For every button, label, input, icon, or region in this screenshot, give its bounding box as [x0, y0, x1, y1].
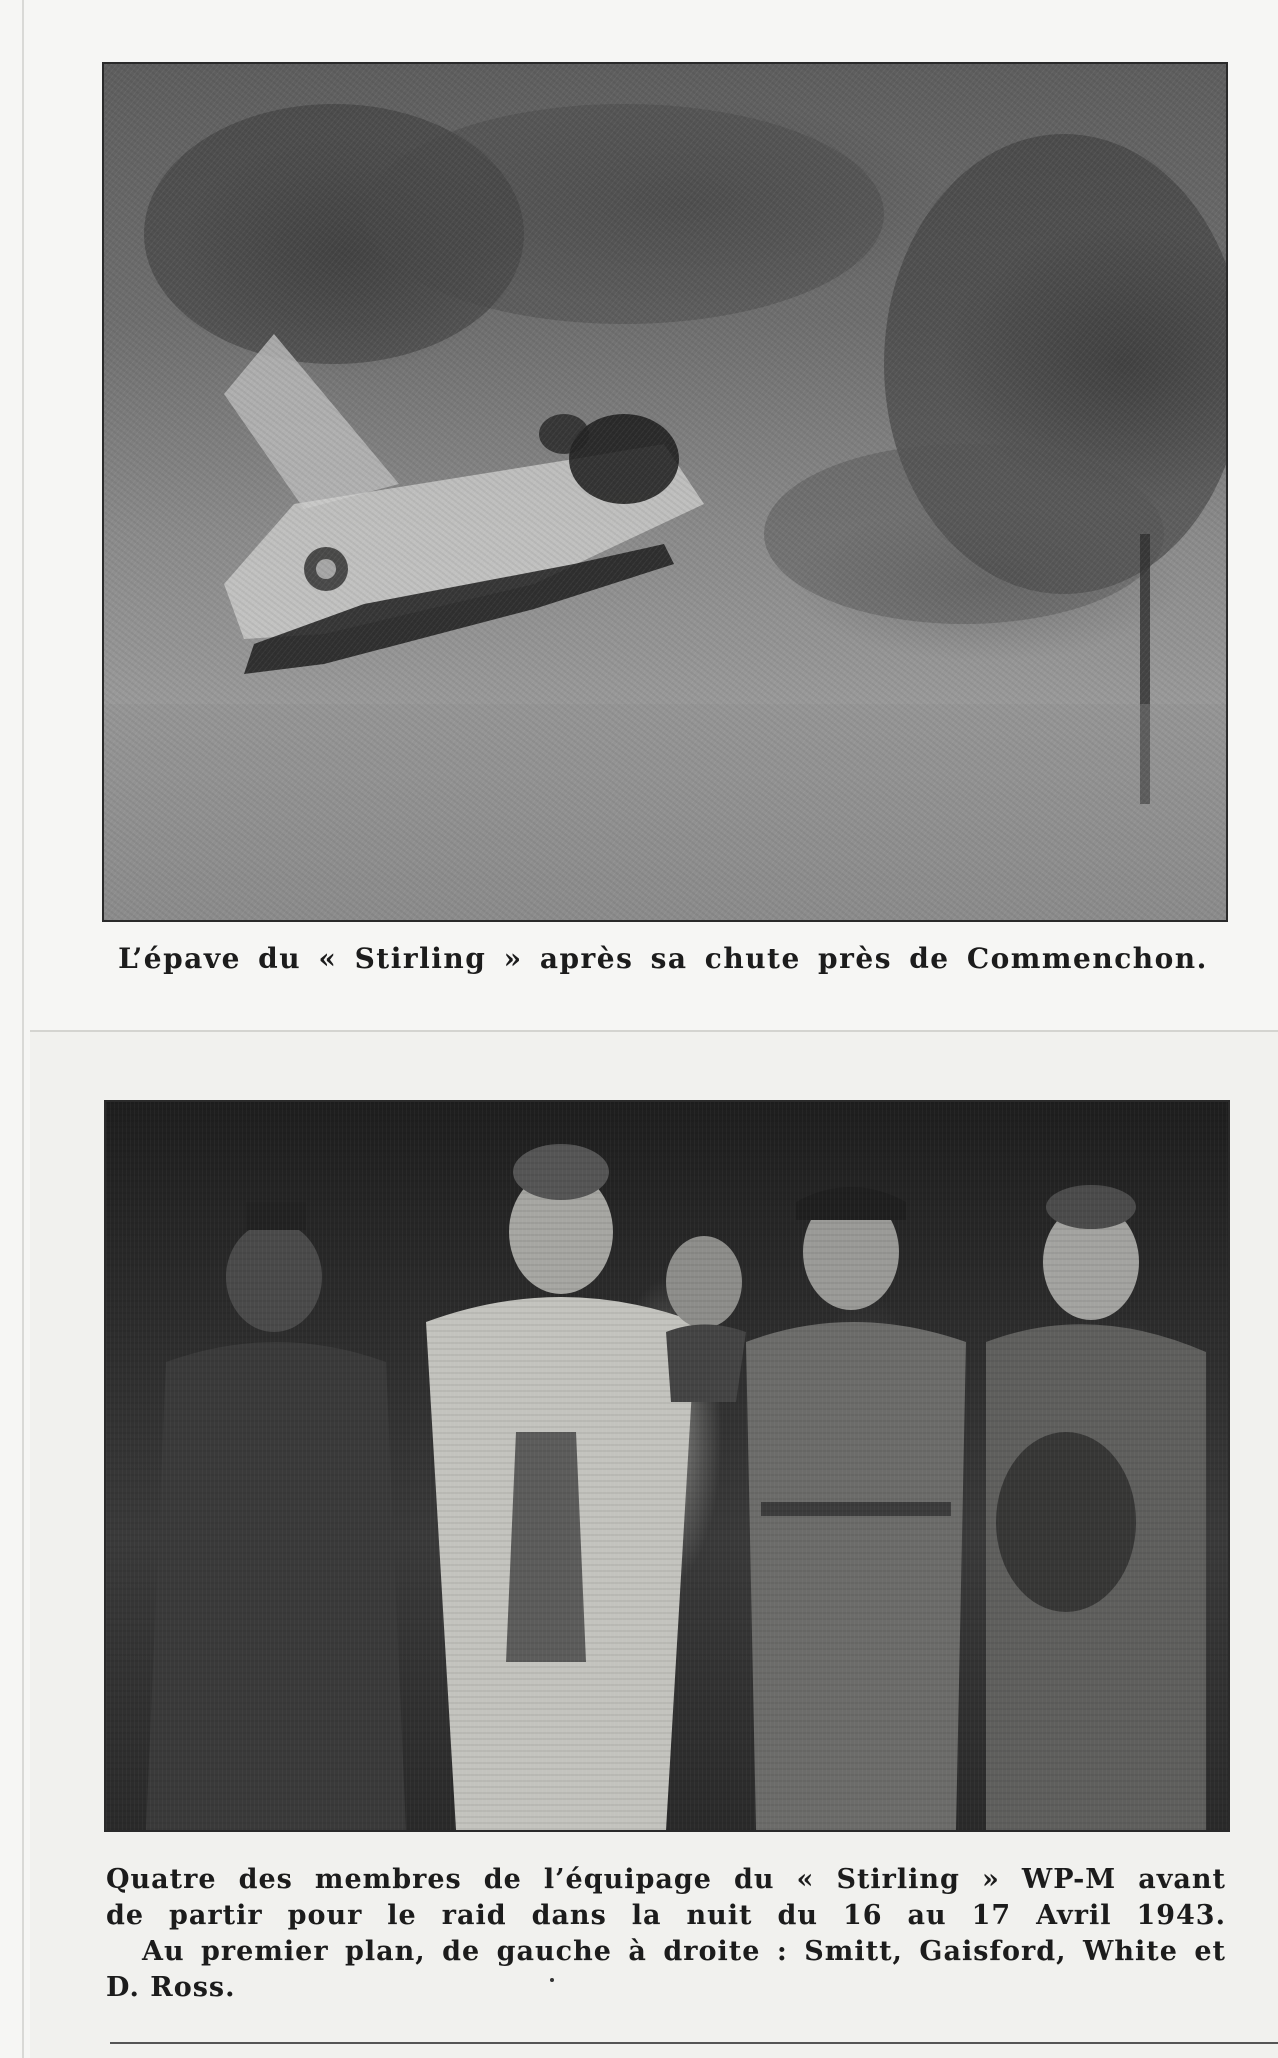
crew-caption	[106, 1862, 1226, 2006]
wreck-scene	[104, 64, 1226, 920]
wreck-caption: L’épave du « Stirling » après sa chute près de Commenchon.	[118, 942, 1208, 975]
crew-caption-line-1: Quatre des membres de l’équipage du « Stirling » WP-M avant	[106, 1864, 1226, 1895]
crew-caption-line-2: de partir pour le raid dans la nuit du 16 au 17 Avril 1943.	[106, 1900, 1226, 1931]
crew-caption-line-3: Au premier plan, de gauche à droite : Smitt, Gaisford, White et	[142, 1936, 1226, 1967]
scan-edge	[22, 0, 24, 2058]
aircraft-wreck-photo	[102, 62, 1228, 922]
ink-speck	[550, 1978, 554, 1982]
crew-caption-line-4: D. Ross.	[106, 1972, 236, 2003]
crew-portrait-photo	[104, 1100, 1230, 1832]
clipping-cut-edge	[110, 2042, 1278, 2044]
crew-scene	[106, 1102, 1228, 1830]
